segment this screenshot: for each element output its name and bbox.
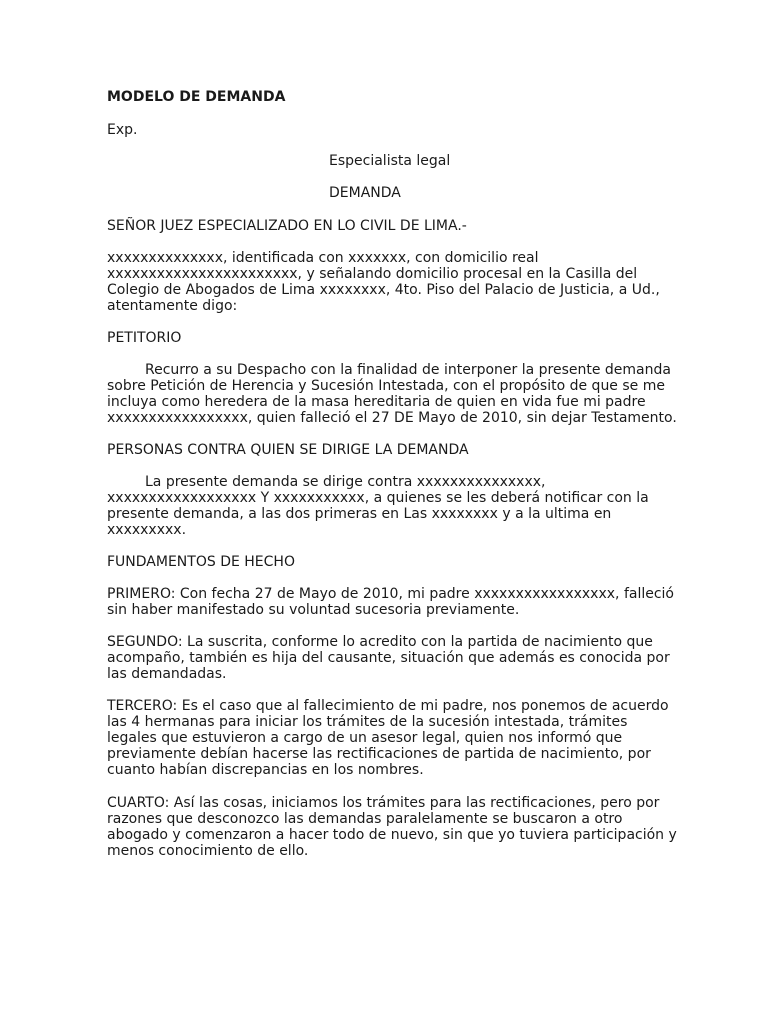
cuarto-line: CUARTO: Así las cosas, iniciamos los trámites para las rectificaciones, pero por [107, 795, 660, 811]
petitorio-line: Recurro a su Despacho con la finalidad de interponer la presente demanda [145, 362, 671, 378]
cuarto-line: menos conocimiento de ello. [107, 843, 309, 859]
demanda-label: DEMANDA [329, 185, 401, 201]
intro-line: xxxxxxxxxxxxxx, identificada con xxxxxxx, con domicilio real [107, 250, 539, 266]
tercero-line: previamente debían hacerse las rectificaciones de partida de nacimiento, por [107, 746, 651, 762]
especialista-label: Especialista legal [329, 153, 451, 169]
primero-line: PRIMERO: Con fecha 27 de Mayo de 2010, mi padre xxxxxxxxxxxxxxxxx, falleció [107, 586, 674, 602]
tercero-line: cuanto habían discrepancias en los nombres. [107, 762, 424, 778]
segundo-line: las demandadas. [107, 666, 227, 682]
petitorio-line: incluya como heredera de la masa hereditaria de quien en vida fue mi padre [107, 394, 646, 410]
exp-label: Exp. [107, 122, 138, 138]
personas-line: xxxxxxxxx. [107, 522, 187, 538]
intro-line: Colegio de Abogados de Lima xxxxxxxx, 4to. Piso del Palacio de Justicia, a Ud., [107, 282, 660, 298]
segundo-line: acompaño, también es hija del causante, situación que además es conocida por [107, 650, 670, 666]
petitorio-line: xxxxxxxxxxxxxxxxx, quien falleció el 27 DE Mayo de 2010, sin dejar Testamento. [107, 410, 677, 426]
addressee: SEÑOR JUEZ ESPECIALIZADO EN LO CIVIL DE LIMA.- [107, 218, 467, 234]
tercero-line: legales que estuvieron a cargo de un asesor legal, quien nos informó que [107, 730, 623, 746]
cuarto-line: abogado y comenzaron a hacer todo de nuevo, sin que yo tuviera participación y [107, 827, 677, 843]
intro-line: atentamente digo: [107, 298, 238, 314]
primero-line: sin haber manifestado su voluntad sucesoria previamente. [107, 602, 520, 618]
personas-line: La presente demanda se dirige contra xxxxxxxxxxxxxxx, [145, 474, 546, 490]
segundo-line: SEGUNDO: La suscrita, conforme lo acredito con la partida de nacimiento que [107, 634, 653, 650]
personas-heading: PERSONAS CONTRA QUIEN SE DIRIGE LA DEMANDA [107, 442, 469, 458]
personas-line: xxxxxxxxxxxxxxxxxx Y xxxxxxxxxxx, a quienes se les deberá notificar con la [107, 490, 649, 506]
tercero-line: TERCERO: Es el caso que al fallecimiento de mi padre, nos ponemos de acuerdo [107, 698, 669, 714]
personas-line: presente demanda, a las dos primeras en Las xxxxxxxx y a la ultima en [107, 506, 612, 522]
tercero-line: las 4 hermanas para iniciar los trámites de la sucesión intestada, trámites [107, 714, 628, 730]
cuarto-line: razones que desconozco las demandas paralelamente se buscaron a otro [107, 811, 623, 827]
intro-line: xxxxxxxxxxxxxxxxxxxxxxx, y señalando domicilio procesal en la Casilla del [107, 266, 638, 282]
petitorio-heading: PETITORIO [107, 330, 182, 346]
fundamentos-heading: FUNDAMENTOS DE HECHO [107, 554, 295, 570]
document-title: MODELO DE DEMANDA [107, 89, 286, 105]
petitorio-line: sobre Petición de Herencia y Sucesión Intestada, con el propósito de que se me [107, 378, 665, 394]
